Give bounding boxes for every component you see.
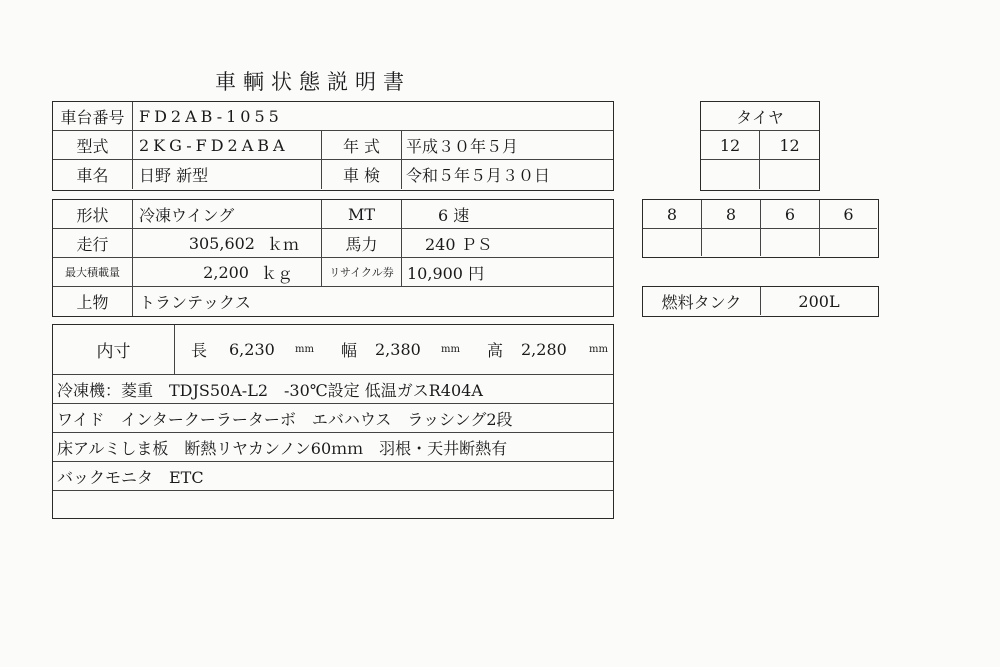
fuel-tank-value: 200L	[798, 291, 840, 311]
name-row	[53, 160, 613, 189]
spec-table	[52, 199, 614, 317]
shape-label: 形状	[53, 200, 133, 228]
shape-row	[53, 200, 613, 229]
body-label: 上物	[53, 287, 133, 316]
note-row	[53, 433, 613, 462]
recycle-value: 10,900 円	[407, 263, 485, 283]
rear-tire-1: 8	[643, 200, 702, 229]
model-label: 型式	[53, 131, 133, 159]
mileage-unit: ｋｍ	[266, 234, 299, 254]
rear-tire-4-lower	[820, 229, 877, 256]
model-row	[53, 131, 613, 160]
rear-tire-2-lower	[702, 229, 761, 256]
chassis-row	[53, 102, 613, 131]
front-tire-table	[700, 101, 820, 191]
rear-tire-1-lower	[643, 229, 702, 256]
model-value: 2KG-FD2ABA	[133, 131, 322, 159]
year-label: 年 式	[322, 131, 402, 159]
width-value: 2,380	[375, 340, 421, 359]
recycle-label: リサイクル券	[322, 258, 402, 286]
rear-tire-table	[642, 199, 879, 258]
mt-label: MT	[322, 200, 402, 228]
rear-tire-2: 8	[702, 200, 761, 229]
inspection-value: 令和５年５月３０日	[406, 166, 551, 185]
load-row	[53, 258, 613, 287]
front-tire-left: 12	[701, 131, 760, 160]
note-row	[53, 462, 613, 491]
width-label: 幅	[341, 341, 358, 360]
body-value: トランテックス	[139, 293, 251, 312]
fuel-tank-label: 燃料タンク	[643, 287, 761, 315]
front-tire-right: 12	[760, 131, 819, 160]
dimensions-row	[53, 325, 613, 375]
name-value: 日野 新型	[133, 160, 322, 189]
mileage-row	[53, 229, 613, 258]
length-label: 長	[191, 341, 208, 360]
note-row	[53, 491, 613, 517]
year-value: 平成３０年５月	[406, 136, 519, 156]
note-text: バックモニタ ETC	[57, 467, 204, 487]
mileage-value: 305,602	[188, 233, 255, 253]
document-title: 車輌状態説明書	[215, 70, 411, 94]
note-row	[53, 375, 613, 404]
rear-tire-4: 6	[820, 200, 877, 229]
note-text: ワイド インタークーラーターボ エバハウス ラッシング2段	[57, 409, 513, 429]
length-unit: mm	[295, 344, 314, 355]
mileage-label: 走行	[53, 229, 133, 257]
body-row	[53, 287, 613, 316]
note-row	[53, 404, 613, 433]
chassis-value: FD2AB-1055	[139, 106, 283, 126]
power-label: 馬力	[322, 229, 402, 257]
mileage-cell	[133, 229, 322, 257]
tire-label: タイヤ	[701, 102, 819, 131]
height-label: 高	[487, 341, 504, 360]
width-unit: mm	[441, 344, 460, 355]
dimensions-label: 内寸	[53, 325, 175, 374]
load-unit: ｋｇ	[260, 263, 293, 283]
load-cell	[133, 258, 322, 286]
length-value: 6,230	[229, 340, 275, 359]
fuel-tank-table	[642, 286, 879, 317]
note-text: 冷凍機：菱重 TDJS50A-L2 -30℃設定 低温ガスR404A	[57, 380, 483, 400]
height-unit: mm	[589, 344, 608, 355]
load-value: 2,200	[203, 262, 249, 282]
front-tire-right-lower	[760, 160, 819, 189]
basic-info-table	[52, 101, 614, 191]
height-value: 2,280	[521, 340, 567, 359]
rear-tire-3-lower	[761, 229, 820, 256]
chassis-label: 車台番号	[53, 102, 133, 130]
name-label: 車名	[53, 160, 133, 189]
mt-value: 6 速	[438, 205, 470, 225]
inspection-label: 車 検	[322, 160, 402, 189]
load-label: 最大積載量	[53, 258, 133, 286]
power-value: 240 ＰＳ	[425, 234, 493, 254]
shape-value: 冷凍ウイング	[133, 200, 322, 228]
front-tire-left-lower	[701, 160, 760, 189]
note-text: 床アルミしま板 断熱リヤカンノン60ｍｍ 羽根・天井断熱有	[57, 438, 508, 458]
rear-tire-3: 6	[761, 200, 820, 229]
dimensions-notes-table	[52, 324, 614, 519]
